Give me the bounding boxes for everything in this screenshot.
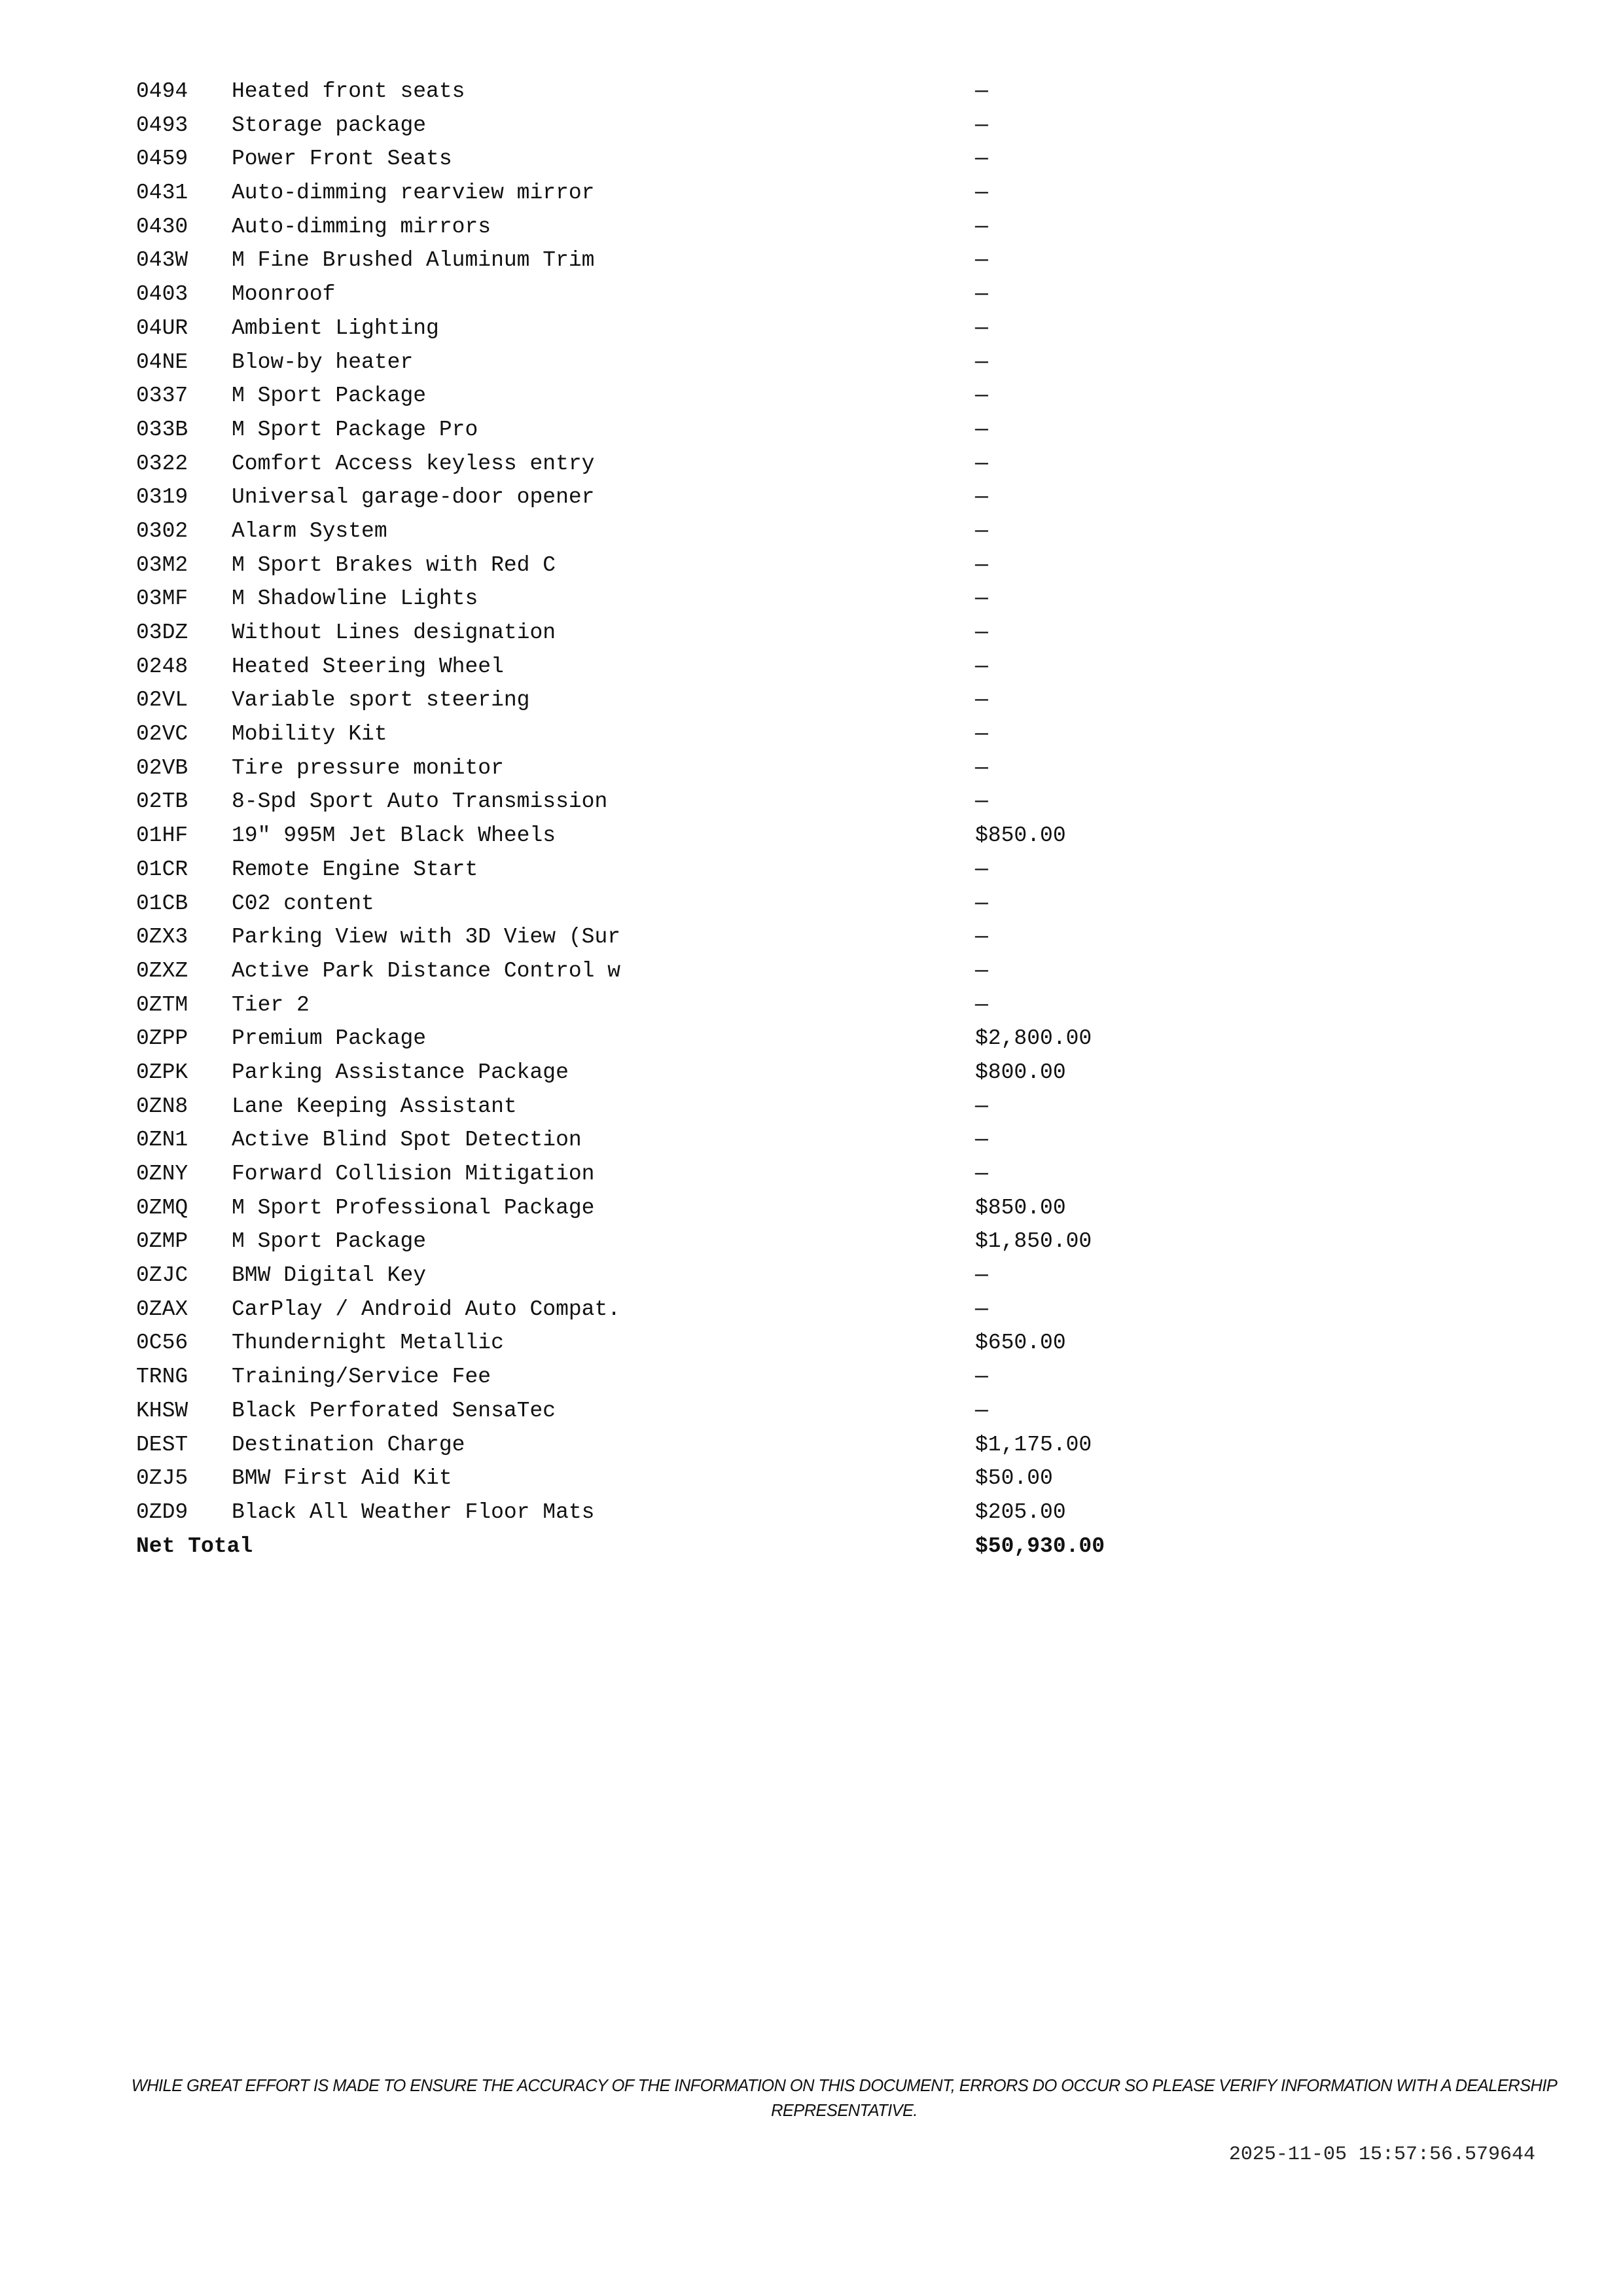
option-price: — xyxy=(975,282,988,307)
option-description: Mobility Kit xyxy=(232,722,387,747)
option-row xyxy=(136,1191,1380,1225)
option-description: Lane Keeping Assistant xyxy=(232,1094,517,1119)
option-price: — xyxy=(975,181,988,206)
option-row xyxy=(136,312,1380,346)
option-row xyxy=(136,480,1380,514)
option-price: — xyxy=(975,248,988,273)
option-description: Destination Charge xyxy=(232,1432,465,1457)
option-description: Active Blind Spot Detection xyxy=(232,1128,582,1153)
option-code: 01CR xyxy=(136,857,188,882)
option-row xyxy=(136,1360,1380,1394)
option-price: — xyxy=(975,79,988,103)
option-price: — xyxy=(975,417,988,442)
option-row xyxy=(136,75,1380,109)
option-price: $205.00 xyxy=(975,1499,1066,1524)
option-code: 0403 xyxy=(136,282,188,307)
option-description: Storage package xyxy=(232,113,427,137)
option-price: — xyxy=(975,755,988,780)
option-description: Power Front Seats xyxy=(232,147,452,171)
option-price: $850.00 xyxy=(975,823,1066,848)
option-code: 02VB xyxy=(136,755,188,780)
option-row xyxy=(136,346,1380,380)
option-description: 19" 995M Jet Black Wheels xyxy=(232,823,556,848)
option-code: 0ZX3 xyxy=(136,925,188,950)
option-row xyxy=(136,650,1380,684)
option-price: — xyxy=(975,518,988,543)
option-price: — xyxy=(975,214,988,239)
option-row xyxy=(136,514,1380,548)
option-code: 0459 xyxy=(136,147,188,171)
option-price: — xyxy=(975,1398,988,1423)
option-description: M Sport Professional Package xyxy=(232,1195,595,1220)
option-price: — xyxy=(975,620,988,645)
option-price: — xyxy=(975,857,988,882)
option-description: Alarm System xyxy=(232,518,387,543)
option-description: Remote Engine Start xyxy=(232,857,478,882)
option-row xyxy=(136,176,1380,210)
option-row xyxy=(136,548,1380,583)
option-price: — xyxy=(975,789,988,814)
option-code: 0ZJC xyxy=(136,1263,188,1288)
option-code: 043W xyxy=(136,248,188,273)
option-row xyxy=(136,1090,1380,1124)
option-row xyxy=(136,210,1380,244)
option-row xyxy=(136,1496,1380,1530)
option-row xyxy=(136,819,1380,853)
option-price: — xyxy=(975,1162,988,1186)
option-row xyxy=(136,1022,1380,1056)
option-price: — xyxy=(975,552,988,577)
option-row xyxy=(136,751,1380,785)
option-description: Universal garage-door opener xyxy=(232,485,595,510)
option-description: Auto-dimming rearview mirror xyxy=(232,181,595,206)
option-row xyxy=(136,988,1380,1022)
option-code: 0ZMP xyxy=(136,1229,188,1254)
option-price: — xyxy=(975,1365,988,1390)
option-row xyxy=(136,1462,1380,1496)
option-code: 03M2 xyxy=(136,552,188,577)
option-description: Comfort Access keyless entry xyxy=(232,451,595,476)
option-description: Black Perforated SensaTec xyxy=(232,1398,556,1423)
option-row xyxy=(136,1157,1380,1191)
option-row xyxy=(136,1326,1380,1360)
option-description: Training/Service Fee xyxy=(232,1365,491,1390)
option-row xyxy=(136,278,1380,312)
option-price: $800.00 xyxy=(975,1060,1066,1085)
option-price: — xyxy=(975,384,988,408)
option-code: 04NE xyxy=(136,350,188,374)
option-row xyxy=(136,1225,1380,1259)
option-description: M Sport Package xyxy=(232,384,427,408)
net-total-row xyxy=(136,1530,1380,1564)
option-description: M Fine Brushed Aluminum Trim xyxy=(232,248,595,273)
option-code: 0431 xyxy=(136,181,188,206)
option-code: 0494 xyxy=(136,79,188,103)
option-code: 02TB xyxy=(136,789,188,814)
option-description: M Sport Brakes with Red C xyxy=(232,552,556,577)
option-row xyxy=(136,582,1380,616)
option-code: 0ZJ5 xyxy=(136,1466,188,1491)
option-description: M Shadowline Lights xyxy=(232,586,478,611)
option-row xyxy=(136,379,1380,413)
option-price: — xyxy=(975,586,988,611)
option-row xyxy=(136,853,1380,887)
option-code: 0ZPP xyxy=(136,1026,188,1051)
option-row xyxy=(136,1293,1380,1327)
option-price: — xyxy=(975,113,988,137)
option-code: 033B xyxy=(136,417,188,442)
option-price: $1,175.00 xyxy=(975,1432,1092,1457)
option-row xyxy=(136,1394,1380,1428)
option-code: 0ZNY xyxy=(136,1162,188,1186)
option-description: Black All Weather Floor Mats xyxy=(232,1499,595,1524)
option-row xyxy=(136,717,1380,751)
net-total-label: Net Total xyxy=(136,1534,253,1558)
option-row xyxy=(136,954,1380,988)
option-description: Variable sport steering xyxy=(232,688,530,713)
option-code: 0302 xyxy=(136,518,188,543)
option-price: — xyxy=(975,654,988,679)
option-code: 0ZD9 xyxy=(136,1499,188,1524)
option-description: BMW First Aid Kit xyxy=(232,1466,452,1491)
option-code: 0322 xyxy=(136,451,188,476)
options-list xyxy=(136,75,1380,1563)
option-price: — xyxy=(975,722,988,747)
option-code: DEST xyxy=(136,1432,188,1457)
option-description: Blow-by heater xyxy=(232,350,414,374)
option-price: — xyxy=(975,958,988,983)
option-code: 03DZ xyxy=(136,620,188,645)
option-description: Active Park Distance Control w xyxy=(232,958,621,983)
option-row xyxy=(136,1259,1380,1293)
option-code: 0493 xyxy=(136,113,188,137)
disclaimer-text: WHILE GREAT EFFORT IS MADE TO ENSURE THE ACCURACY OF THE INFORMATION ON THIS DOCUMENT, ERRORS DO OCCUR SO PLEASE VERIFY INFORMATION WITH A DEALERSHIP REPRESENTATIVE. xyxy=(131,2077,1558,2120)
option-row xyxy=(136,920,1380,954)
option-code: 04UR xyxy=(136,315,188,340)
option-row xyxy=(136,243,1380,278)
option-price: — xyxy=(975,1128,988,1153)
option-code: KHSW xyxy=(136,1398,188,1423)
option-description: Forward Collision Mitigation xyxy=(232,1162,595,1186)
generated-timestamp: 2025-11-05 15:57:56.579644 xyxy=(1228,2144,1535,2166)
option-description: Without Lines designation xyxy=(232,620,556,645)
option-code: 0319 xyxy=(136,485,188,510)
option-description: Ambient Lighting xyxy=(232,315,439,340)
option-description: CarPlay / Android Auto Compat. xyxy=(232,1297,621,1321)
net-total-price: $50,930.00 xyxy=(975,1534,1105,1558)
option-description: Tier 2 xyxy=(232,992,310,1017)
option-price: — xyxy=(975,1263,988,1288)
option-description: BMW Digital Key xyxy=(232,1263,427,1288)
option-price: — xyxy=(975,1297,988,1321)
option-code: 0430 xyxy=(136,214,188,239)
option-price: — xyxy=(975,891,988,916)
option-price: $50.00 xyxy=(975,1466,1053,1491)
option-description: Thundernight Metallic xyxy=(232,1331,504,1355)
option-code: 0C56 xyxy=(136,1331,188,1355)
option-code: 0ZPK xyxy=(136,1060,188,1085)
option-code: 02VC xyxy=(136,722,188,747)
option-description: C02 content xyxy=(232,891,374,916)
option-description: M Sport Package Pro xyxy=(232,417,478,442)
option-price: — xyxy=(975,350,988,374)
option-row xyxy=(136,887,1380,921)
option-price: — xyxy=(975,485,988,510)
option-price: — xyxy=(975,451,988,476)
option-description: Heated Steering Wheel xyxy=(232,654,504,679)
option-row xyxy=(136,447,1380,481)
option-description: M Sport Package xyxy=(232,1229,427,1254)
option-row xyxy=(136,1428,1380,1462)
option-row xyxy=(136,1123,1380,1157)
option-row xyxy=(136,785,1380,819)
option-row xyxy=(136,142,1380,176)
option-code: 03MF xyxy=(136,586,188,611)
option-code: 0ZTM xyxy=(136,992,188,1017)
option-code: 0ZMQ xyxy=(136,1195,188,1220)
option-code: 02VL xyxy=(136,688,188,713)
option-code: 0ZAX xyxy=(136,1297,188,1321)
option-code: 01CB xyxy=(136,891,188,916)
option-description: Parking View with 3D View (Sur xyxy=(232,925,621,950)
option-price: — xyxy=(975,688,988,713)
option-price: — xyxy=(975,1094,988,1119)
option-code: 01HF xyxy=(136,823,188,848)
option-row xyxy=(136,616,1380,650)
option-price: $2,800.00 xyxy=(975,1026,1092,1051)
option-description: Tire pressure monitor xyxy=(232,755,504,780)
option-description: 8-Spd Sport Auto Transmission xyxy=(232,789,608,814)
option-description: Parking Assistance Package xyxy=(232,1060,569,1085)
option-row xyxy=(136,683,1380,717)
option-price: — xyxy=(975,315,988,340)
option-code: 0ZN1 xyxy=(136,1128,188,1153)
option-row xyxy=(136,1056,1380,1090)
option-price: $1,850.00 xyxy=(975,1229,1092,1254)
option-price: $650.00 xyxy=(975,1331,1066,1355)
option-price: $850.00 xyxy=(975,1195,1066,1220)
option-description: Auto-dimming mirrors xyxy=(232,214,491,239)
option-description: Premium Package xyxy=(232,1026,427,1051)
option-row xyxy=(136,109,1380,143)
option-price: — xyxy=(975,147,988,171)
option-price: — xyxy=(975,925,988,950)
option-code: TRNG xyxy=(136,1365,188,1390)
option-description: Heated front seats xyxy=(232,79,465,103)
option-code: 0ZXZ xyxy=(136,958,188,983)
option-code: 0337 xyxy=(136,384,188,408)
option-description: Moonroof xyxy=(232,282,336,307)
option-code: 0248 xyxy=(136,654,188,679)
option-price: — xyxy=(975,992,988,1017)
option-code: 0ZN8 xyxy=(136,1094,188,1119)
option-row xyxy=(136,413,1380,447)
